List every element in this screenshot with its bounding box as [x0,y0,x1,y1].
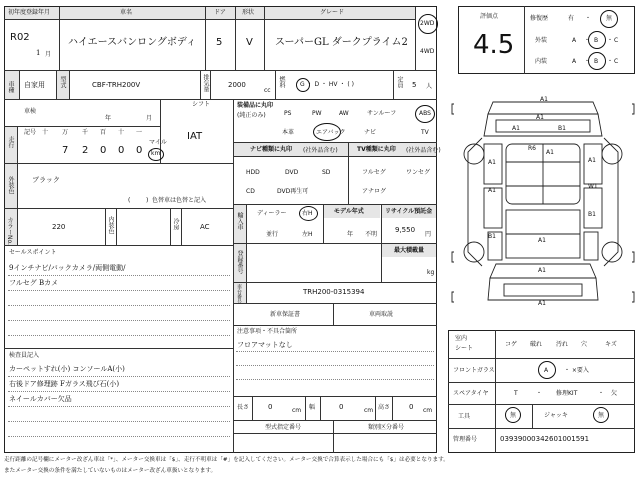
cc-unit: cc [264,87,271,94]
model-value: CBF-TRH200V [92,81,141,89]
mark-left-front-door: A1 [488,159,496,166]
interior-grade-b: B [594,58,599,65]
interior-grade-dot1: ・ [584,58,591,65]
exterior-color-value: ブラック [32,176,60,184]
management-label: 管理番号 [453,436,478,443]
mark-right-wheel: W1 [588,183,598,190]
tv-sub: (社外品含む) [406,147,441,154]
spare-tire-kit: 修理KIT [556,390,578,397]
spare-tire-t: T [514,390,518,397]
mileage-digit-label: 十 [118,129,125,136]
exterior-color-label: 外装色 [7,176,14,194]
inspector-line-3: ネイールカバー欠品 [9,395,72,403]
displacement-label: 排気量 [202,74,209,92]
mark-left-quarter: B1 [488,233,496,240]
seat-option: コゲ [505,341,518,348]
shape-label: 形状 [242,9,255,16]
body-shape: V [246,37,253,48]
score-value: 4.5 [473,30,515,60]
mark-rear-door: A1 [538,267,546,274]
ac-value: AC [200,223,210,231]
navi-hdd: HDD [246,169,260,176]
exterior-grade-b: B [594,37,599,44]
equipment-title: 装備品に丸印 [237,102,274,109]
mileage-digit-label: 万 [62,129,69,136]
mileage-digit-label: 一 [136,129,143,136]
car-damage-diagram [448,92,638,320]
first-reg-month: 1 [36,49,41,57]
color-change-note: 色替車は色替と記入 [152,197,207,204]
left-hand-label: 左H [302,231,313,238]
equipment-item: AW [339,110,349,117]
navi-dvd-playback: DVD再生可 [277,188,309,195]
model-year-label: モデル年式 [334,208,364,215]
exterior-grade-label: 外装 [535,37,548,44]
first-reg-label: 初年度登録年月 [8,9,51,16]
mark-front-bumper: A1 [540,96,548,103]
repair-label: 修復歴 [530,15,549,22]
tv-header: TV種類に丸印 [357,146,396,153]
footer-line-2: またメーター交換の条件を満たしていないものはメーター改ざん車扱いとなります。 [4,468,217,474]
mark-roof-front: A1 [546,149,554,156]
management-value: 03939000342601001591 [500,435,590,443]
equipment-item: TV [421,129,429,136]
color-no-label: カラーNo. [6,217,13,245]
mileage-digit: 2 [82,145,89,156]
equipment-item: ナビ [364,129,377,136]
mileage-digit: 0 [136,145,143,156]
door-count: 5 [216,37,223,48]
model-label: 型式 [59,76,66,88]
mark-left-rear-door: A1 [488,187,496,194]
fuel-label: 燃料 [278,76,285,88]
airbag-circle [313,123,341,141]
mark-roof: R6 [528,145,536,152]
class-value: 自家用 [24,81,45,89]
km-label: km [151,150,161,157]
class-label: 車種 [7,81,14,93]
sales-line-1: 9インチナビ/バックカメラ/両側電動/ [9,264,126,272]
chassis-value: TRH200-0315394 [303,288,365,296]
tv-analog: アナログ [362,188,387,195]
mark-hood-b1: B1 [558,125,566,132]
tools-label: 工具 [458,413,471,420]
mileage-digit-label: 記号 [24,129,37,136]
header-label-bar [5,7,415,19]
length-label: 長さ [237,404,250,411]
equipment-item: 本革 [282,129,295,136]
recycle-label: リサイクル預託金 [385,208,433,215]
height-value: 0 [409,403,414,411]
inspector-line-1: カーペットすれ(小) コンソールA(小) [9,365,125,373]
interior-grade-a: A [572,58,577,65]
warranty-label: 新車保証書 [270,311,301,318]
width-label: 幅 [309,404,316,411]
grade-value: スーパーGL ダークプライム2 [275,37,408,48]
month-unit: 月 [45,51,52,58]
yen-unit: 円 [425,231,432,238]
first-reg-year: R02 [10,32,30,43]
notes-label: 注意事項・不具合箇所 [237,328,298,335]
car-name: ハイエースバンロングボディ [68,37,197,48]
score-label: 評価点 [480,13,499,20]
shift-label: シフト [192,101,211,108]
height-label: 高さ [378,404,391,411]
exterior-grade-dot2: ・ [607,37,614,44]
equipment-item: サンルーフ [367,110,397,117]
spare-tire-label: スペアタイヤ [453,390,489,397]
front-glass-options: ・ ×要入 [564,367,589,374]
door-label: ドア [214,9,226,16]
seat-option: 汚れ [556,341,569,348]
shaken-label: 車検 [24,108,37,115]
front-glass-label: フロントガラス [453,367,495,374]
inspector-label: 検査員記入 [9,352,40,359]
mark-right-front-door: A1 [588,157,596,164]
kg-unit: kg [427,269,435,276]
equipment-item: PS [284,110,292,117]
navi-sub: (社外品含む) [303,147,338,154]
model-year-year: 年 [347,231,354,238]
mark-hood-top: A1 [536,114,544,121]
interior-grade-c: C [614,58,619,65]
import-label: 輸入車 [236,212,243,230]
repair-dot: ・ [585,15,592,22]
drive-4wd: 4WD [420,48,435,55]
recycle-value: 9,550 [395,226,416,234]
name-label: 車名 [120,9,133,16]
seat-label-2: シート [455,345,474,352]
tv-fullseg: フルセグ [362,169,386,176]
mileage-digit: 0 [100,145,107,156]
inspector-line-2: 右後ドア修理跡 Fガラス飛び石(小) [9,380,120,388]
mile-label: マイル [149,139,167,146]
length-unit: cm [292,407,302,414]
month-label: 月 [146,115,153,122]
mileage-digit: 0 [118,145,125,156]
capacity-unit: 人 [426,83,433,90]
exterior-grade-dot1: ・ [584,37,591,44]
front-glass-selected: A [544,367,549,374]
repair-yes: 有 [568,15,575,22]
footer-line-1: 走行距離の記号欄にメーター改ざん車は「*」、メーター交換車は「$」、走行不明車は「#」を記入してください。メーター交換で合算表示した場合にも「$」は必要となります。 [4,457,449,463]
spare-tire-dot2: ・ [598,390,605,397]
equipment-item: ABS [419,110,431,117]
mark-rear-center: A1 [538,237,546,244]
mark-rear-bumper: A1 [538,300,546,307]
color-no-value: 220 [52,223,66,231]
abs-circle [415,105,435,123]
capacity-value: 5 [412,81,417,89]
mileage-digit: 7 [62,145,69,156]
mileage-digit-label: 百 [100,129,107,136]
spare-tire-dot1: ・ [536,390,543,397]
jack-value: 無 [598,412,605,419]
repair-no: 無 [606,15,613,22]
tv-oneseg: ワンセグ [406,169,431,176]
interior-grade-dot2: ・ [607,58,614,65]
paren-close: ) [146,197,149,204]
height-unit: cm [423,407,433,414]
equipment-subtitle: (純正のみ) [237,112,266,119]
navi-header: ナビ種類に丸印 [250,146,293,153]
exterior-grade-c: C [614,37,619,44]
dealer-label: ディーラー [257,210,287,217]
mileage-digit-label: 十 [42,129,49,136]
navi-cd: CD [246,188,255,195]
parallel-label: 並行 [266,231,279,238]
mileage-digit-label: 千 [82,129,89,136]
model-year-value: 不明 [365,231,378,238]
equipment-item: PW [312,110,322,117]
fuel-options: G ・ D ・ HV ・ ( ) [300,81,354,88]
length-value: 0 [268,403,273,411]
chassis-label: 車台番号 [236,284,242,304]
max-load-label: 最大積載量 [394,247,425,254]
seat-option: キズ [605,341,617,348]
ac-label: 冷房 [172,218,179,230]
shift-value: IAT [187,131,203,142]
capacity-label: 定員 [396,76,403,88]
drive-2wd: 2WD [420,20,435,27]
exterior-grade-a: A [572,37,577,44]
displacement-value: 2000 [228,81,246,89]
mark-hood-left: A1 [512,125,520,132]
right-hand-label: 右H [302,210,313,217]
mileage-label: 走行 [7,136,14,148]
paren-open: ( [128,197,131,204]
spare-tire-missing: 欠 [611,390,618,397]
type-designation-label: 型式指定番号 [265,424,302,431]
seat-label-1: 室内 [455,335,468,342]
category-label: 類別区分番号 [368,424,405,431]
seat-option: 穴 [581,341,588,348]
tools-value: 無 [510,412,517,419]
seat-option: 破れ [530,341,543,348]
width-value: 0 [339,403,344,411]
grade-label: グレード [320,9,345,16]
sales-line-2: フルセグ Bカメ [9,279,59,287]
interior-grade-label: 内装 [535,58,548,65]
navi-sd: SD [322,169,331,176]
width-unit: cm [364,407,374,414]
mark-right-rear-door: B1 [588,211,596,218]
navi-dvd: DVD [285,169,299,176]
reg-no-label: 登録番号 [236,250,243,274]
year-label: 年 [105,115,112,122]
manual-label: 車両取説 [369,311,394,318]
equipment-item: エアバック [316,129,346,136]
interior-color-label: 内装色 [107,216,114,234]
jack-label: ジャッキ [544,412,568,419]
sales-point-label: セールスポイント [9,249,57,256]
notes-value: フロアマットなし [237,341,293,349]
